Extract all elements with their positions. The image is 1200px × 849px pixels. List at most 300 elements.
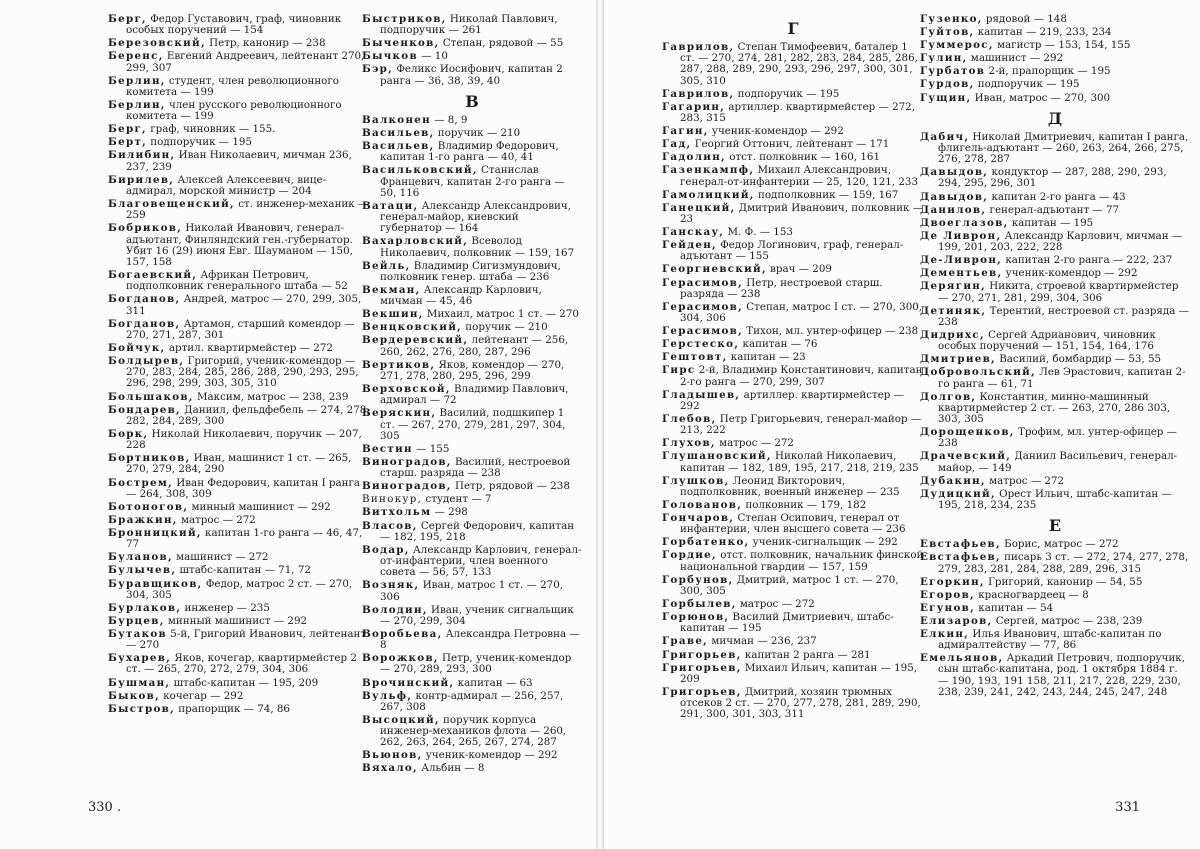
index-entry (662, 42, 924, 87)
entry-name: Верховской, (362, 383, 451, 396)
index-entry (920, 354, 1190, 365)
entry-details: Александр Александрович, генерал-майор, киевский губернатор — 164 (380, 199, 571, 235)
entry-details: капитан — 23 (727, 351, 806, 364)
entry-name: Гладышев, (662, 388, 741, 401)
entry-details: капитан 2-го ранга — 222, 237 (1002, 254, 1173, 267)
index-entry (362, 14, 582, 36)
entry-details: капитан 2 ранга — 281 (741, 648, 871, 661)
entry-details: Иван Федорович, капитан I ранга — 264, 308, 309 (126, 476, 361, 500)
entry-details: контр-адмирал — 256, 257, 267, 308 (380, 689, 564, 713)
entry-details: Дмитрий, матрос 1 ст. — 270, 300, 305 (680, 573, 899, 597)
entry-details: Даниил Васильевич, генерал-майор, — 149 (938, 450, 1178, 474)
entry-details: мичман — 236, 237 (708, 635, 817, 648)
entry-details: Василий Дмитриевич, штабс-капитан — 195 (680, 611, 894, 635)
index-entry (920, 306, 1190, 328)
entry-details: машинист — 272 (172, 551, 269, 564)
entry-name: Горюнов, (662, 611, 730, 624)
index-entry (108, 629, 370, 651)
index-entry (920, 629, 1190, 651)
entry-details: ученик-комендор — 292 (1002, 267, 1138, 280)
index-entry (362, 38, 582, 49)
entry-name: Бобриков, (108, 222, 183, 235)
index-entry (108, 603, 370, 614)
index-entry (362, 261, 582, 283)
entry-name: Егоров, (920, 588, 975, 601)
entry-details: Степан Осипович, генерал от инфантерии, член высшего совета — 236 (680, 512, 906, 536)
index-entry (108, 552, 370, 563)
entry-name: Григорьев, (662, 685, 742, 698)
entry-name: Булычев, (108, 564, 177, 577)
entry-details: ст. инженер-механик — 259 (126, 198, 369, 222)
index-entry (920, 14, 1190, 25)
entry-name: Берт, (108, 136, 148, 149)
index-entry (362, 715, 582, 749)
entry-name: Богаевский, (108, 269, 198, 282)
entry-details: капитан — 63 (454, 676, 533, 689)
entry-details: кочегар — 292 (159, 689, 244, 702)
entry-name: Григорьев, (662, 648, 742, 661)
entry-name: Елизаров, (920, 614, 993, 627)
entry-details: Григорий, канонир — 54, 55 (984, 575, 1143, 588)
entry-name: Врочинский, (362, 676, 455, 689)
index-entry (920, 66, 1190, 77)
index-entry (108, 653, 370, 675)
entry-details: Иван, машинист 1 ст. — 265, 270, 279, 284, 290 (126, 452, 352, 476)
entry-name: Долгов, (920, 390, 977, 403)
entry-details: Сергей, матрос — 238, 239 (992, 614, 1143, 627)
entry-name: Векман, (362, 283, 421, 296)
entry-name: Глушков, (662, 474, 730, 487)
entry-details: Всеволод Николаевич, полковник — 159, 167 (380, 235, 575, 259)
index-entry (920, 192, 1190, 203)
index-entry (662, 414, 924, 436)
entry-details: граф, чиновник — 155. (146, 123, 276, 136)
index-entry (362, 236, 582, 258)
index-entry (920, 330, 1190, 352)
entry-details: инженер — 235 (181, 601, 270, 614)
entry-name: Богданов, (108, 293, 181, 306)
index-entry (108, 429, 370, 451)
entry-name: Дудицкий, (920, 487, 996, 500)
entry-name: Гейден, (662, 239, 717, 252)
index-entry (362, 115, 582, 126)
entry-details: матрос — 272 (177, 513, 256, 526)
index-entry (108, 319, 370, 341)
entry-name: Бойчук, (108, 341, 166, 354)
entry-details: врач — 209 (766, 263, 832, 276)
entry-name: Горбунов, (662, 573, 734, 586)
entry-name: Дабич, (920, 130, 970, 143)
entry-name: Глебов, (662, 413, 717, 426)
entry-details: Дмитрий Иванович, полковник — 23 (680, 201, 924, 225)
entry-details: Василий, нестроевой старш. разряда — 238 (380, 455, 571, 480)
index-entry (662, 599, 924, 610)
index-entry (108, 502, 370, 513)
entry-name: Егунов, (920, 601, 975, 614)
column (108, 14, 370, 717)
entry-name: Водар, (362, 543, 410, 556)
entry-name: Быстров, (108, 702, 175, 715)
index-entry (362, 335, 582, 357)
entry-details: Альбин — 8 (417, 762, 485, 775)
index-entry (920, 53, 1190, 64)
entry-details: Александр Карлович, генерал-от-инфантерии, член военного совета — 56, 57, 133 (380, 543, 582, 579)
entry-name: Горбылев, (662, 598, 737, 611)
index-entry (920, 489, 1190, 511)
index-entry (108, 515, 370, 526)
index-entry (920, 539, 1190, 550)
entry-name: Беренс, (108, 50, 164, 63)
entry-name: Бурцев, (108, 614, 165, 627)
entry-details: Степан Тимофеевич, баталер 1 ст. — 270, 274, 281, 282, 283, 284, 285, 286, 287, 288, 289, 290, 293, 296, 297, 300, 301, 305, 310 (680, 41, 918, 87)
entry-details: Григорий, ученик-комендор — 270, 283, 284, 285, 286, 288, 290, 293, 295, 296, 298, 299, 303, 305, 310 (126, 355, 359, 390)
entry-details: Федор, матрос 2 ст. — 270, 304, 305 (126, 577, 353, 601)
entry-details: кондуктор — 287, 288, 290, 293, 294, 295, 296, 301 (938, 166, 1167, 190)
entry-details: писарь 3 ст. — 272, 274, 277, 278, 279, 283, 281, 284, 288, 289, 296, 315 (938, 551, 1189, 575)
entry-details: Дмитрий, хозяин трюмных отсеков 2 ст. — 270, 277, 278, 281, 289, 290, 291, 300, 301, 303, 311 (680, 685, 921, 721)
entry-name: Гамолицкий, (662, 188, 755, 201)
column (362, 14, 582, 777)
index-entry (108, 565, 370, 576)
entry-details: Михаил Ильич, капитан — 195, 209 (680, 661, 918, 685)
entry-details: Петр Григорьевич, генерал-майор — 213, 222 (680, 413, 922, 437)
entry-name: Гуйтов, (920, 26, 975, 39)
index-entry (362, 444, 582, 455)
entry-name: Гущин, (920, 91, 972, 104)
index-entry (108, 100, 370, 122)
entry-name: Евстафьев, (920, 551, 1001, 564)
entry-name: Бражкин, (108, 513, 178, 526)
entry-details: матрос — 272 (985, 474, 1065, 487)
entry-name: Бутаков (108, 627, 168, 640)
index-entry (920, 653, 1190, 698)
entry-name: Валконен (362, 113, 431, 126)
index-entry (108, 199, 370, 221)
entry-name: Бронницкий, (108, 527, 202, 540)
entry-name: Голованов, (662, 499, 743, 511)
entry-details: 2-й, Владимир Константинович, капитан 2-го ранга — 270, 299, 307 (680, 364, 923, 388)
entry-name: Власов, (362, 519, 418, 532)
entry-name: Билибин, (108, 149, 176, 162)
entry-details: Даниил, фельдфебель — 274, 278, 282, 284, 289, 300 (126, 403, 370, 427)
entry-name: Граве, (662, 635, 709, 648)
entry-details: Андрей, матрос — 270, 299, 305, 311 (126, 293, 362, 317)
entry-details: минный машинист — 292 (164, 614, 308, 627)
entry-name: Елкин, (920, 627, 970, 640)
section-letter: Д (1047, 108, 1063, 128)
entry-name: Гаврилов, (662, 87, 735, 100)
entry-name: Берлин, (108, 74, 166, 87)
index-entry (362, 309, 582, 320)
entry-name: Гончаров, (662, 512, 735, 525)
index-entry (662, 575, 924, 597)
index-entry (108, 356, 370, 390)
index-entry (362, 322, 582, 333)
entry-details: Леонид Викторович, подполковник, военный инженер — 235 (680, 474, 900, 498)
entry-details: Алексей Алексеевич, вице-адмирал, морской министр — 204 (126, 173, 327, 197)
entry-details: артиллер. квартирмейстер — 292 (680, 388, 904, 412)
entry-name: Васильковский, (362, 164, 478, 177)
entry-details: Тихон, мл. унтер-офицер — 238 (743, 325, 919, 338)
entry-details: Александр Карлович, мичман — 45, 46 (380, 283, 542, 308)
index-entry (662, 126, 924, 137)
entry-name: Герасимов, (662, 325, 743, 338)
entry-name: Васильев, (362, 140, 435, 153)
entry-details: Николай Николаевич, капитан — 182, 189, 195, 217, 218, 219, 235 (680, 450, 919, 474)
index-entry (108, 223, 370, 268)
index-entry (108, 137, 370, 148)
index-entry (108, 175, 370, 197)
entry-details: Трофим, мл. унтер-офицер — 238 (938, 426, 1177, 450)
entry-details: штабс-капитан — 71, 72 (176, 564, 311, 577)
index-entry (108, 294, 370, 316)
entry-name: Гурбатов (920, 65, 986, 78)
entry-name: Бострем, (108, 476, 173, 489)
index-entry (662, 687, 924, 721)
entry-details: матрос — 272 (715, 437, 794, 450)
index-entry (920, 451, 1190, 473)
entry-name: Быков, (108, 689, 160, 702)
entry-name: Дмитриев, (920, 353, 996, 366)
entry-details: Терентий, нестроевой ст. разряда — 238 (938, 304, 1189, 328)
index-entry (108, 270, 370, 292)
entry-name: Глушановский, (662, 450, 772, 463)
entry-details: матрос — 272 (736, 598, 815, 611)
entry-details: Александра Петровна — 8 (380, 627, 580, 652)
entry-details: Аркадий Петрович, подпоручик, сын штабс-капитана, род. 1 октября 1884 г. — 190, 193, 191 158, 211, 217, 228, 229, 230, 238, 239, 241, 242, 243, 244, 245, 247, 248 (938, 652, 1185, 698)
entry-details: Николай Иванович, генерал-адъютант, Финляндский ген.-губернатор. Убит 16 (29) июня Евг. Шауманом — 150, 157, 158 (126, 222, 353, 268)
entry-details: поручик — 210 (434, 126, 521, 139)
entry-name: Григорьев, (662, 661, 742, 674)
index-entry (108, 579, 370, 601)
entry-name: Ганскау, (662, 226, 725, 239)
entry-name: Гагарин, (662, 100, 726, 113)
index-entry (920, 218, 1190, 229)
entry-name: Добровольский, (920, 366, 1036, 379)
index-entry (108, 124, 370, 135)
index-entry (362, 51, 582, 62)
index-entry (662, 390, 924, 412)
index-entry (920, 255, 1190, 266)
entry-details: Михаил Александрович, генерал-от-инфантерии — 25, 120, 121, 233 (680, 164, 919, 188)
entry-name: Берлин, (108, 98, 166, 111)
index-entry (920, 79, 1190, 90)
index-entry (362, 691, 582, 713)
entry-details: минный машинист — 292 (188, 500, 331, 513)
entry-name: Веряскин, (362, 407, 437, 420)
entry-name: Витхольм (362, 506, 432, 519)
entry-name: Вахарловский, (362, 235, 469, 248)
entry-details: красногвардеец — 8 (974, 588, 1089, 601)
entry-details: член русского революционного комитета — 199 (126, 98, 342, 123)
page-number: 330 . (88, 800, 122, 815)
entry-details: Станислав Францевич, капитан 2-го ранга — 50, 116 (380, 164, 565, 199)
entry-details: отст. полковник, начальник финской национальной гвардии — 157, 159 (680, 549, 924, 573)
entry-name: Виноградов, (362, 480, 452, 493)
entry-name: Де-Ливрон, (920, 254, 1003, 267)
entry-details: машинист — 292 (967, 52, 1064, 65)
entry-name: Давыдов, (920, 190, 989, 203)
index-entry (662, 240, 924, 262)
index-entry (920, 40, 1190, 51)
entry-name: Васильев, (362, 126, 435, 139)
entry-details: ученик-комендор — 292 (708, 125, 844, 138)
entry-name: Гулин, (920, 52, 968, 65)
entry-details: Петр, нестроевой старш. разряда — 238 (680, 276, 883, 300)
entry-details: поручик — 210 (462, 321, 548, 334)
entry-name: Горбатенко, (662, 536, 750, 549)
entry-details: Владимир Павлович, адмирал — 72 (380, 383, 569, 407)
left-page (0, 0, 596, 849)
entry-details: подполковник — 159, 167 (754, 188, 899, 201)
index-entry (662, 365, 924, 387)
entry-details: Федор Логинович, граф, генерал-адъютант — 155 (680, 239, 904, 263)
entry-name: Дементьев, (920, 267, 1003, 280)
index-entry (108, 704, 370, 715)
entry-details: магистр — 153, 154, 155 (993, 39, 1131, 52)
entry-details: Николай Павлович, подпоручик — 261 (380, 13, 558, 37)
entry-details: Сергей Адрианович, чиновник особых поручений — 151, 154, 164, 176 (938, 328, 1156, 353)
entry-name: Ворожков, (362, 652, 439, 665)
entry-name: Гагин, (662, 125, 709, 138)
entry-details: подпоручик — 195 (974, 78, 1080, 91)
index-entry (920, 231, 1190, 253)
entry-details: Петр, рядовой — 238 (451, 480, 570, 493)
book-gutter (596, 0, 604, 849)
entry-name: Двоеглазов, (920, 216, 1009, 229)
entry-name: Дидрихс, (920, 328, 985, 341)
index-entry (362, 521, 582, 543)
index-entry (920, 132, 1190, 166)
index-entry (362, 64, 582, 86)
index-entry (662, 438, 924, 449)
entry-details: Петр, ученик-комендор — 270, 289, 293, 300 (380, 652, 572, 676)
index-entry (362, 141, 582, 163)
entry-details: артиллер. квартирмейстер — 272, 283, 315 (680, 100, 915, 124)
entry-details: Максим, матрос — 238, 239 (193, 390, 349, 403)
entry-name: Борк, (108, 427, 149, 440)
entry-name: Бондарев, (108, 403, 181, 416)
entry-name: Быстриков, (362, 13, 447, 25)
entry-name: Газенкампф, (662, 164, 755, 177)
entry-details: Петр, канонир — 238 (205, 37, 326, 50)
index-entry (362, 128, 582, 139)
entry-details: Сергей Федорович, капитан — 182, 195, 218 (380, 519, 575, 543)
entry-details: Георгий Оттонич, лейтенант — 171 (691, 138, 890, 151)
index-entry (108, 405, 370, 427)
section-letter: Е (1048, 516, 1062, 536)
entry-details: Никита, строевой квартирмейстер — 270, 271, 281, 299, 304, 306 (938, 280, 1179, 304)
entry-name: Бухарев, (108, 652, 172, 665)
entry-name: Вьюнов, (362, 749, 423, 762)
index-entry (920, 577, 1190, 588)
index-entry (362, 605, 582, 627)
right-page (604, 0, 1200, 849)
entry-name: Ботоногов, (108, 500, 189, 513)
entry-details: 2-й, прапорщик — 195 (985, 65, 1111, 78)
entry-details: Константин, минно-машинный квартирмейстер 2 ст. — 263, 270, 286 303, 303, 305 (938, 390, 1171, 426)
entry-name: Гаврилов, (662, 41, 735, 53)
entry-name: Берг, (108, 13, 147, 25)
entry-name: Георгиевский, (662, 263, 767, 276)
entry-name: Высоцкий, (362, 713, 440, 726)
index-entry (662, 326, 924, 337)
entry-details: капитан — 54 (975, 601, 1054, 614)
index-entry (362, 580, 582, 602)
entry-details: Яков, кочегар, квартирмейстер 2 ст. — 265, 270, 272, 279, 304, 306 (126, 652, 357, 676)
column (662, 14, 924, 722)
entry-details: подпоручик — 195 (147, 136, 253, 149)
entry-name: Дубакин, (920, 474, 986, 487)
index-entry (662, 636, 924, 647)
entry-details: Степан, матрос I ст. — 270, 300, 304, 306 (680, 300, 923, 325)
index-entry (108, 528, 370, 550)
index-entry (362, 763, 582, 774)
index-entry (662, 476, 924, 498)
entry-name: Ганецкий, (662, 201, 736, 214)
index-entry (662, 102, 924, 124)
entry-details: прапорщик — 74, 86 (174, 702, 290, 715)
entry-details: Владимир Сигизмундович, полковник генер. штаба — 236 (380, 259, 561, 283)
entry-details: Федор Густавович, граф, чиновник особых поручений — 154 (126, 13, 342, 37)
entry-name: Виноградов, (362, 455, 452, 468)
entry-details: артил. квартирмейстер — 272 (165, 341, 333, 354)
index-entry (362, 653, 582, 675)
entry-details: — 10 (417, 50, 448, 63)
entry-name: Вульф, (362, 689, 413, 702)
entry-name: Гуммерос, (920, 39, 994, 52)
entry-name: Вертиков, (362, 358, 436, 371)
entry-details: Африкан Петрович, подполковник генерального штаба — 52 (126, 269, 348, 293)
index-entry (362, 494, 582, 505)
index-entry (662, 203, 924, 225)
entry-name: Володин, (362, 603, 428, 616)
entry-details: Степан, рядовой — 55 (439, 37, 564, 50)
entry-name: Вердеревский, (362, 334, 469, 347)
index-entry (662, 451, 924, 473)
index-entry (362, 457, 582, 479)
index-entry (662, 550, 924, 572)
entry-name: Де Ливрон, (920, 229, 1002, 242)
entry-name: Бэр, (362, 63, 394, 76)
entry-name: Бортников, (108, 452, 191, 465)
entry-name: Драчевский, (920, 450, 1012, 463)
entry-details: — 298 (431, 506, 468, 519)
index-entry (362, 481, 582, 492)
entry-details: М. Ф. — 153 (724, 226, 793, 239)
entry-name: Бушман, (108, 676, 171, 689)
index-entry (920, 281, 1190, 303)
entry-name: Данилов, (920, 203, 987, 216)
index-entry (662, 500, 924, 511)
entry-details: Михаил, матрос 1 ст. — 270 (423, 308, 579, 321)
entry-name: Винокур, (362, 493, 423, 506)
index-entry (662, 227, 924, 238)
index-entry (108, 691, 370, 702)
entry-name: Дерягин, (920, 280, 986, 293)
entry-details: капитан — 219, 233, 234 (974, 26, 1112, 39)
entry-name: Венцковский, (362, 321, 463, 334)
entry-details: рядовой — 148 (982, 13, 1067, 25)
entry-name: Гузенко, (920, 13, 983, 25)
entry-name: Герстеско, (662, 338, 740, 351)
entry-details: Илья Иванович, штабс-капитан по адмиралтейству — 77, 86 (938, 627, 1162, 652)
index-entry (662, 278, 924, 300)
index-entry (920, 552, 1190, 574)
entry-details: Артамон, старший комендор — 270, 271, 287, 301 (126, 317, 355, 341)
entry-name: Быченков, (362, 37, 440, 50)
entry-name: Егоркин, (920, 575, 985, 588)
